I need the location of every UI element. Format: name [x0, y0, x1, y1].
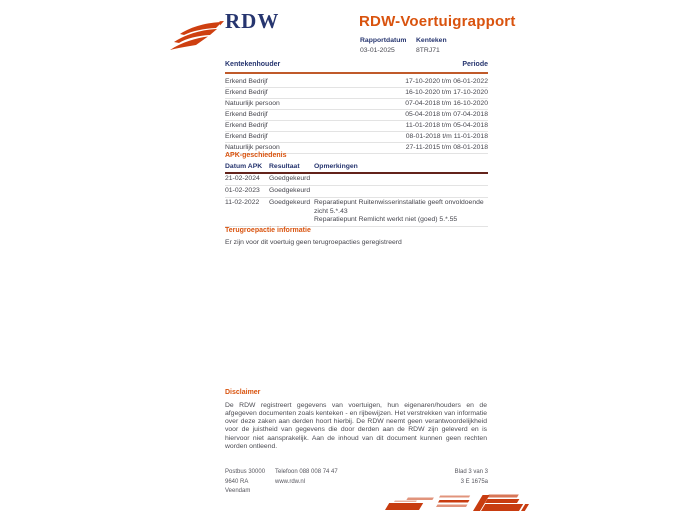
footer-doc-code: 3 E 1675a [460, 478, 488, 485]
recall-section [225, 227, 488, 246]
apk-heading: APK-geschiedenis [225, 152, 287, 159]
owner-table-row [225, 99, 488, 110]
holder-cell: Erkend Bedrijf [225, 122, 268, 130]
period-cell: 16-10-2020 t/m 17-10-2020 [405, 89, 488, 97]
period-cell: 11-01-2018 t/m 05-04-2018 [405, 122, 488, 130]
apk-result-cell: Goedgekeurd [269, 187, 311, 195]
apk-table-row [225, 198, 488, 227]
holder-cell: Natuurlijk persoon [225, 144, 280, 152]
period-cell: 27-11-2015 t/m 08-01-2018 [405, 144, 488, 152]
owner-table-header [225, 61, 488, 74]
col-datum-apk: Datum APK [225, 162, 263, 170]
disclaimer-heading: Disclaimer [225, 389, 261, 396]
col-resultaat: Resultaat [269, 162, 300, 170]
report-date-value: 03-01-2025 [360, 47, 395, 54]
owner-table-row [225, 121, 488, 132]
apk-date-cell: 21-02-2024 [225, 175, 260, 183]
footer-city: 9640 RA Veendam [225, 478, 251, 495]
report-date-label: Rapportdatum [360, 37, 407, 44]
apk-date-cell: 01-02-2023 [225, 187, 260, 195]
apk-remarks-cell [314, 175, 488, 183]
disclaimer-section [225, 389, 487, 451]
owner-table-row [225, 88, 488, 99]
apk-remarks-cell [314, 187, 488, 195]
owner-history-table [225, 61, 488, 154]
period-cell: 17-10-2020 t/m 06-01-2022 [405, 78, 488, 86]
apk-table-body [225, 174, 488, 227]
rdw-logo-text: RDW [225, 9, 280, 33]
apk-result-cell: Goedgekeurd [269, 175, 311, 183]
holder-cell: Erkend Bedrijf [225, 78, 268, 86]
holder-cell: Erkend Bedrijf [225, 89, 268, 97]
report-meta [360, 37, 447, 55]
owner-table-row [225, 132, 488, 143]
page-title: RDW-Voertuigrapport [359, 13, 516, 30]
disclaimer-text: De RDW registreert gegevens van voertuigen, hun eigenaren/houders en de afgegeven documenten zoals kenteken - en rijbewijzen. Het verstrekken van informatie over deze zaken aan derden hoort hierbij. De RDW neemt geen verantwoordelijkheid voor de juistheid van gegevens die door derden aan de RDW zijn geleverd en is hiervoor niet aansprakelijk. Aan de inhoud van dit document kunnen geen rechten worden ontleend. [225, 401, 487, 450]
period-cell: 07-04-2018 t/m 16-10-2020 [405, 100, 488, 108]
rdw-stripes-graphic [377, 492, 529, 513]
holder-cell: Erkend Bedrijf [225, 133, 268, 141]
period-cell: 08-01-2018 t/m 11-01-2018 [405, 133, 488, 141]
apk-history-section [225, 152, 488, 227]
col-opmerkingen: Opmerkingen [314, 162, 358, 170]
license-plate-label: Kenteken [416, 37, 447, 44]
owner-table-row [225, 77, 488, 88]
apk-table-row [225, 186, 488, 198]
apk-table-header [225, 163, 488, 175]
footer-website: www.rdw.nl [275, 478, 306, 485]
apk-table-row [225, 174, 488, 186]
col-periode: Periode [462, 61, 488, 68]
apk-date-cell: 11-02-2022 [225, 199, 260, 207]
apk-remarks-cell: Reparatiepunt Ruitenwisserinstallatie geeft onvoldoende zicht 5.*.43 Reparatiepunt Remlicht werkt niet (goed) 5.*.55 [314, 199, 484, 223]
footer-page-number: Blad 3 van 3 [454, 469, 488, 475]
period-cell: 05-04-2018 t/m 07-04-2018 [405, 111, 488, 119]
col-kentekenhouder: Kentekenhouder [225, 61, 281, 68]
holder-cell: Natuurlijk persoon [225, 100, 280, 108]
footer-postbus: Postbus 30000 [225, 469, 266, 475]
footer-phone: Telefoon 088 008 74 47 [275, 469, 338, 475]
recall-text: Er zijn voor dit voertuig geen terugroepacties geregistreerd [225, 238, 402, 246]
holder-cell: Erkend Bedrijf [225, 111, 268, 119]
apk-result-cell: Goedgekeurd [269, 199, 311, 207]
owner-table-row [225, 110, 488, 121]
rdw-wing-icon [170, 21, 224, 51]
license-plate-value: 8TRJ71 [416, 47, 440, 54]
owner-table-body [225, 77, 488, 154]
recall-heading: Terugroepactie informatie [225, 227, 311, 234]
